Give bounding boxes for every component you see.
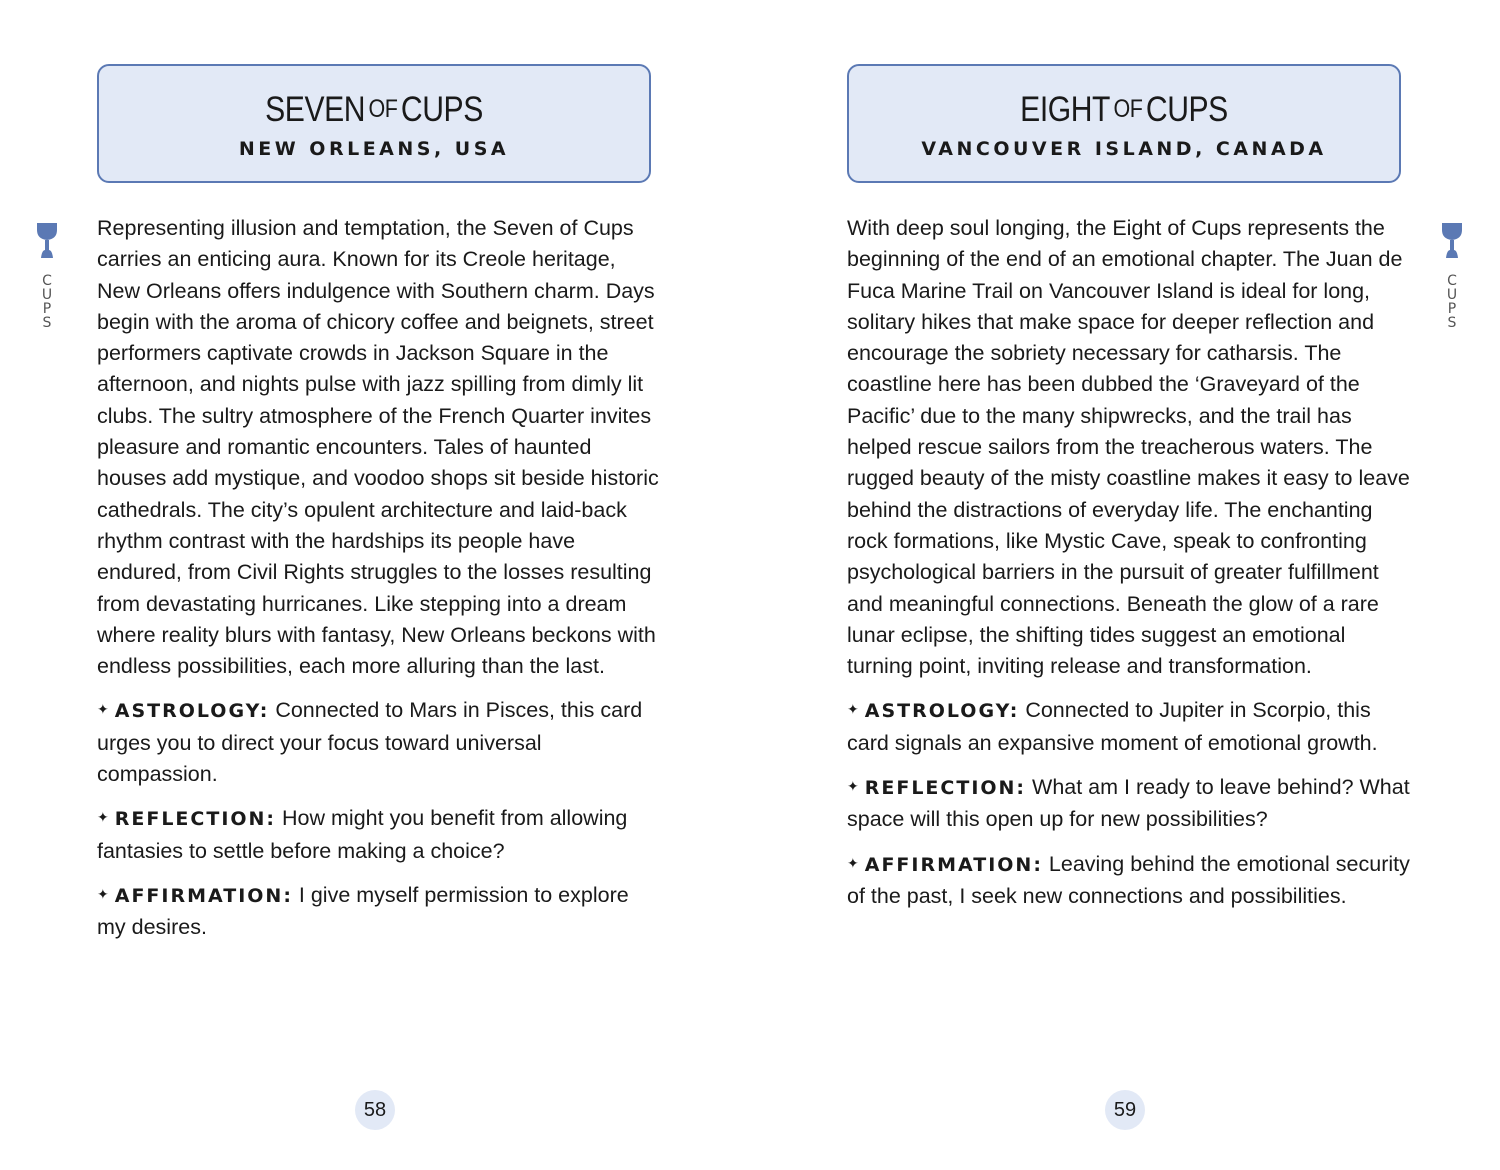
card-location: NEW ORLEANS, USA bbox=[238, 138, 510, 160]
card-description: With deep soul longing, the Eight of Cups represents the beginning of the end of an emotional chapter. The Juan de Fuca Marine Trail on Vancouver Island is ideal for long, solitary hikes that make space for deeper reflection and encourage the sobriety necessary for catharsis. The coastline here has been dubbed the ‘Graveyard of the Pacific’ due to the many shipwrecks, and the trail has helped rescue sailors from the treacherous waters. The rugged beauty of the misty coastline makes it easy to leave behind the distractions of everyday life. The enchanting rock formations, like Mystic Cave, speak to confronting psychological barriers in the pursuit of greater fulfillment and meaningful connections. Beneath the glow of a rare lunar eclipse, the shifting tides suggest an emotional turning point, inviting release and transformation. bbox=[847, 216, 1410, 679]
section-tab bbox=[1440, 222, 1464, 330]
star-icon: ✦ bbox=[97, 701, 109, 718]
cup-icon bbox=[1441, 222, 1463, 260]
card-title: EIGHT OFCUPS bbox=[1020, 90, 1228, 129]
star-icon: ✦ bbox=[97, 885, 109, 902]
star-icon: ✦ bbox=[97, 809, 109, 826]
page-number: 58 bbox=[355, 1090, 395, 1130]
reflection-note: ✦ REFLECTION: How might you benefit from allowing fantasies to settle before making a choice? bbox=[97, 806, 628, 863]
affirmation-note: ✦ AFFIRMATION: I give myself permission to explore my desires. bbox=[97, 882, 629, 940]
card-header bbox=[97, 64, 651, 183]
star-icon: ✦ bbox=[847, 778, 859, 795]
affirmation-note: ✦ AFFIRMATION: Leaving behind the emotional security of the past, I seek new connections and possibilities. bbox=[847, 851, 1410, 908]
right-page bbox=[750, 0, 1500, 1170]
section-tab bbox=[35, 222, 59, 330]
star-icon: ✦ bbox=[847, 854, 859, 871]
astrology-note: ✦ ASTROLOGY: Connected to Jupiter in Scorpio, this card signals an expansive moment of emotional growth. bbox=[847, 698, 1378, 755]
reflection-note: ✦ REFLECTION: What am I ready to leave behind? What space will this open up for new possibilities? bbox=[847, 775, 1410, 832]
card-body bbox=[97, 213, 662, 944]
card-description: Representing illusion and temptation, the Seven of Cups carries an enticing aura. Known for its Creole heritage, New Orleans offers indulgence with Southern charm. Days begin with the aroma of chicory coffee and beignets, street performers captivate crowds in Jackson Square in the afternoon, and nights pulse with jazz spilling from dimly lit clubs. The sultry atmosphere of the French Quarter invites pleasure and romantic encounters. Tales of haunted houses add mystique, and voodoo shops sit beside historic cathedrals. The city’s opulent architecture and laid-back rhythm contrast with the hardships its people have endured, from Civil Rights struggles to the losses resulting from devastating hurricanes. Like stepping into a dream where reality blurs with fantasy, New Orleans beckons with endless possibilities, each more alluring than the last. bbox=[97, 216, 659, 679]
card-title: SEVEN OFCUPS bbox=[265, 90, 483, 129]
star-icon: ✦ bbox=[847, 701, 859, 718]
page-number: 59 bbox=[1105, 1090, 1145, 1130]
astrology-note: ✦ ASTROLOGY: Connected to Mars in Pisces, this card urges you to direct your focus toward universal compassion. bbox=[97, 698, 643, 787]
card-body bbox=[847, 213, 1412, 912]
section-label: C U P S bbox=[41, 273, 53, 331]
card-header bbox=[847, 64, 1401, 183]
cup-icon bbox=[36, 222, 58, 260]
section-label: C U P S bbox=[1446, 273, 1458, 331]
card-location: VANCOUVER ISLAND, CANADA bbox=[921, 138, 1327, 160]
